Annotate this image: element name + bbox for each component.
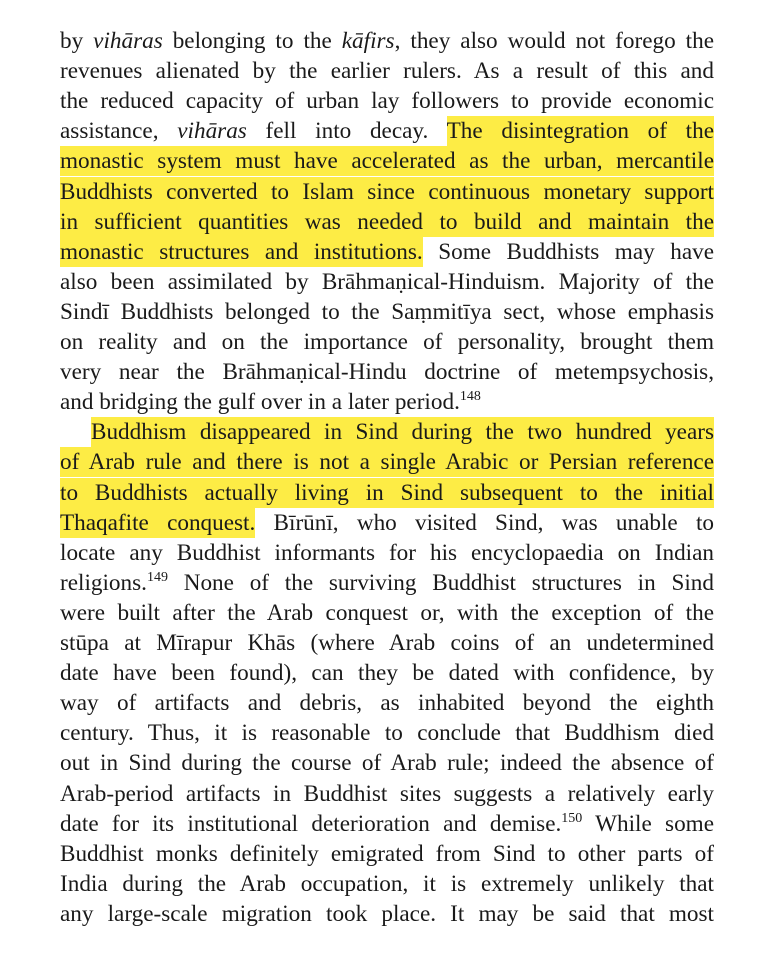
text-segment: None of the surviving Buddhist structures in Sind xyxy=(167,569,714,596)
text-segment: very near the Brāhmaṇical-Hindu doctrine of metempsychosis, xyxy=(60,359,714,386)
text-line xyxy=(60,297,714,327)
text-segment: locate any Buddhist informants for his encyclopaedia on Indian xyxy=(60,539,714,566)
text-line xyxy=(60,207,714,237)
text-line xyxy=(60,839,714,869)
text-segment: by xyxy=(60,28,94,54)
text-segment: fell into decay. xyxy=(246,118,447,145)
text-segment: religions. xyxy=(60,569,147,596)
text-segment: , they also would not forego the xyxy=(394,28,714,54)
text-segment: Buddhist monks definitely emigrated from Sind to other parts of xyxy=(60,840,714,867)
text-segment: out in Sind during the course of Arab rule; indeed the absence of xyxy=(60,750,714,777)
text-line xyxy=(60,146,714,176)
text-line xyxy=(60,327,714,357)
text-segment: India during the Arab occupation, it is extremely unlikely that xyxy=(60,870,714,897)
highlighted-text: Buddhism disappeared in Sind during the two hundred years xyxy=(91,419,714,446)
text-segment: assistance, xyxy=(60,118,178,145)
text-segment: also been assimilated by Brāhmaṇical-Hinduism. Majority of the xyxy=(60,268,714,295)
text-segment: Some Buddhists may have xyxy=(422,238,714,265)
text-segment: revenues alienated by the earlier rulers. As a result of this and xyxy=(60,58,714,85)
highlighted-text: Buddhists converted to Islam since continuous monetary support xyxy=(60,178,714,205)
text-line xyxy=(60,688,714,718)
footnote-ref: 148 xyxy=(459,389,481,405)
highlighted-text: monastic system must have accelerated as the urban, mercantile xyxy=(60,148,714,175)
text-line xyxy=(91,417,714,447)
text-line xyxy=(60,237,714,267)
text-segment: While some xyxy=(582,810,714,837)
highlighted-text: to Buddhists actually living in Sind subsequent to the initial xyxy=(60,479,714,506)
highlighted-text: The disintegration of the xyxy=(446,118,715,145)
text-line xyxy=(60,869,714,899)
text-segment: Bīrūnī, who visited Sind, was unable to xyxy=(255,509,714,536)
text-line xyxy=(60,26,714,56)
text-segment: any large-scale migration took place. It may be said that most xyxy=(60,900,714,927)
text-line xyxy=(60,387,714,417)
text-segment: Sindī Buddhists belonged to the Saṃmitīya sect, whose emphasis xyxy=(60,298,714,325)
highlighted-text: monastic structures and institutions. xyxy=(60,238,423,265)
italic-term: kāfirs xyxy=(341,28,395,54)
text-line xyxy=(60,748,714,778)
text-segment: way of artifacts and debris, as inhabited beyond the eighth xyxy=(60,690,714,717)
text-line xyxy=(60,116,714,146)
text-line xyxy=(60,56,714,86)
highlighted-text: of Arab rule and there is not a single Arabic or Persian reference xyxy=(60,449,714,476)
text-line xyxy=(60,357,714,387)
text-segment: stūpa at Mīrapur Khās (where Arab coins of an undetermined xyxy=(60,630,714,656)
text-line xyxy=(60,267,714,297)
text-line xyxy=(60,718,714,748)
text-line xyxy=(60,809,714,839)
text-line xyxy=(60,478,714,508)
text-line xyxy=(60,177,714,207)
text-segment: and bridging the gulf over in a later period. xyxy=(60,389,460,416)
footnote-ref: 150 xyxy=(561,810,583,826)
italic-term: vihāras xyxy=(93,28,163,54)
italic-term: vihāras xyxy=(177,118,247,145)
text-line xyxy=(60,568,714,598)
text-segment: date for its institutional deterioration and demise. xyxy=(60,810,562,837)
text-segment: Arab-period artifacts in Buddhist sites suggests a relatively early xyxy=(60,780,714,807)
text-line xyxy=(60,658,714,688)
text-line xyxy=(60,86,714,116)
footnote-ref: 149 xyxy=(146,569,168,585)
highlighted-text: Thaqafite conquest. xyxy=(60,509,256,536)
text-line xyxy=(60,538,714,568)
text-line xyxy=(60,508,714,538)
text-segment: the reduced capacity of urban lay followers to provide economic xyxy=(60,88,714,115)
text-line xyxy=(60,628,714,658)
text-segment: century. Thus, it is reasonable to conclude that Buddhism died xyxy=(60,720,714,747)
text-segment: were built after the Arab conquest or, with the exception of the xyxy=(60,599,714,626)
text-line xyxy=(60,779,714,809)
text-segment: date have been found), can they be dated with confidence, by xyxy=(60,660,714,687)
text-line xyxy=(60,447,714,477)
text-line xyxy=(60,598,714,628)
text-segment: belonging to the xyxy=(162,28,342,54)
highlighted-text: in sufficient quantities was needed to build and maintain the xyxy=(60,208,714,235)
text-line xyxy=(60,899,714,929)
text-segment: on reality and on the importance of personality, brought them xyxy=(60,329,714,355)
